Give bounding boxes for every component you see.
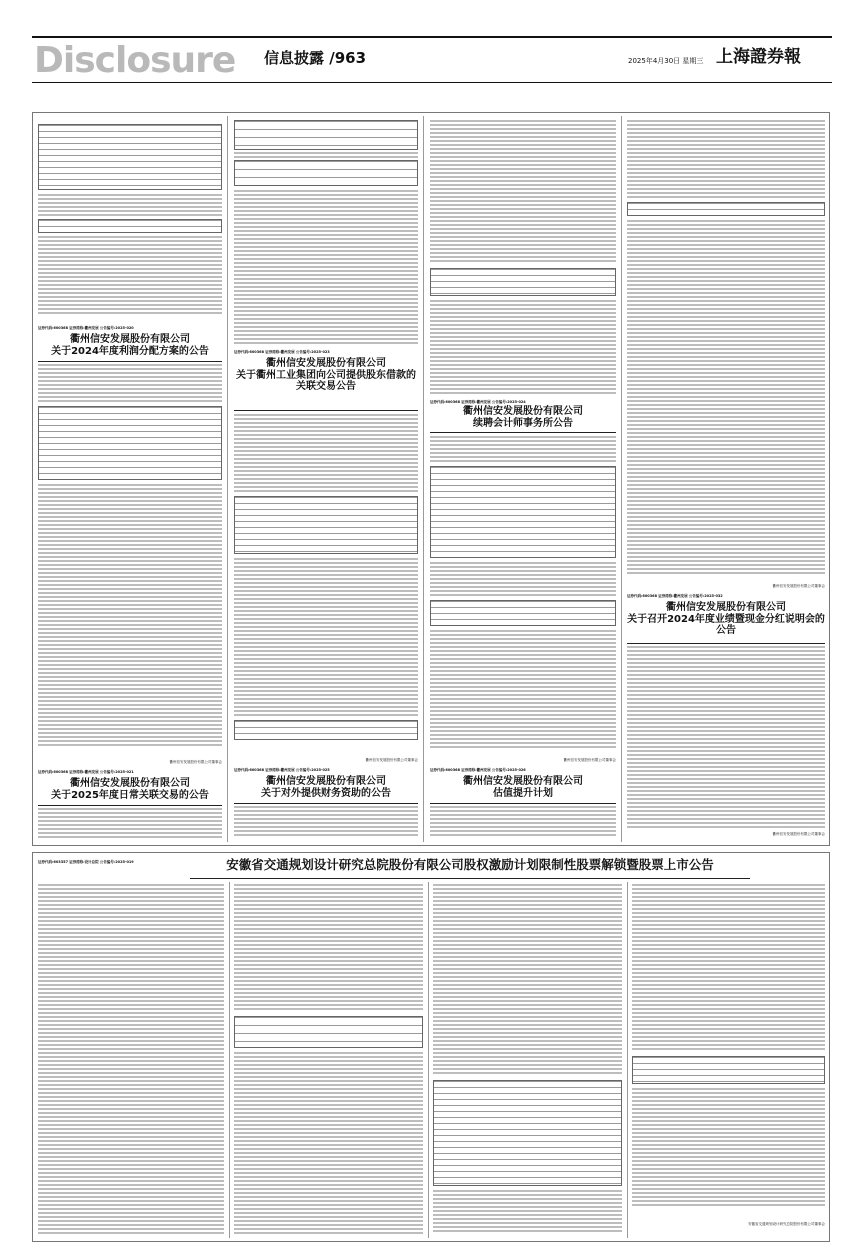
body-text [234,414,418,494]
body-text [234,884,423,1012]
data-table [430,268,616,296]
masthead: 上海證券報 [716,47,801,67]
company-name: 衢州信安发展股份有限公司 [666,602,786,613]
announcement-title [234,776,418,799]
announcement-title [430,776,616,799]
signature: 衢州信安发展股份有限公司董事会 [365,758,418,762]
header-bottom-rule [32,82,832,83]
announcement-title [627,602,825,637]
body-text [632,884,825,1052]
column-divider [627,882,628,1238]
body-text [627,646,825,830]
announcement-code: 证券代码:600368 证券简称:衢州发展 公告编号:2025-023 [234,350,330,354]
data-table [234,120,418,150]
header-top-rule [32,36,832,38]
company-name: 衢州信安发展股份有限公司 [266,776,386,787]
data-table [632,1056,825,1084]
announcement-code: 证券代码:600368 证券简称:衢州发展 公告编号:2025-020 [38,326,134,330]
announcement-code: 证券代码:603357 证券简称:设计总院 公告编号:2025-019 [38,860,134,864]
data-table [38,124,222,190]
body-text [430,436,616,464]
data-table [234,1016,423,1048]
title-rule [190,878,750,879]
announcement-code: 证券代码:600368 证券简称:衢州发展 公告编号:2025-026 [430,768,526,772]
title-rule [430,803,616,804]
column-divider [229,882,230,1238]
announcement-code: 证券代码:600368 证券简称:衢州发展 公告编号:2025-032 [627,594,723,598]
body-text [627,220,825,576]
announcement-title [38,334,222,357]
title-rule [234,410,418,411]
data-table [627,202,825,216]
body-text [234,806,418,838]
title-text: 估值提升计划 [493,787,553,799]
title-rule [38,805,222,806]
body-text [430,806,616,838]
body-text [38,884,224,1236]
data-table [433,1080,622,1186]
signature: 衢州信安发展股份有限公司董事会 [169,760,222,764]
announcement-title: 安徽省交通规划设计研究总院股份有限公司股权激励计划限制性股票解锁暨股票上市公告 [226,857,714,872]
body-text [430,562,616,598]
body-text [433,884,622,1076]
title-text: 关于2024年度利润分配方案的公告 [51,345,209,357]
body-text [433,1190,622,1234]
body-text [38,194,222,218]
title-rule [627,643,825,644]
data-table [430,466,616,558]
body-text [234,1052,423,1236]
column-divider [428,882,429,1238]
title-text: 关于2025年度日常关联交易的公告 [51,789,209,801]
title-text: 关于对外提供财务资助的公告 [261,787,391,799]
title-text: 续聘会计师事务所公告 [473,417,573,429]
column-divider [423,116,424,842]
signature: 衢州信安发展股份有限公司董事会 [772,832,825,836]
section-title: 信息披露 /963 [264,49,367,67]
signature: 衢州信安发展股份有限公司董事会 [563,758,616,762]
body-text [38,236,222,316]
data-table [234,720,418,740]
signature: 衢州信安发展股份有限公司董事会 [772,584,825,588]
body-text [234,190,418,346]
body-text [234,152,418,160]
data-table [38,406,222,480]
announcement-code: 证券代码:600368 证券简称:衢州发展 公告编号:2025-021 [38,770,134,774]
title-text: 关于召开2024年度业绩暨现金分红说明会的公告 [627,613,825,636]
brand-logo: Disclosure [34,40,236,81]
announcement-title [430,406,616,429]
body-text [430,120,616,264]
data-table [234,160,418,186]
announcement-code: 证券代码:600368 证券简称:衢州发展 公告编号:2025-024 [430,400,526,404]
data-table [38,219,222,233]
company-name: 衢州信安发展股份有限公司 [266,358,386,369]
data-table [430,600,616,626]
body-text [38,364,222,404]
title-text: 关于衢州工业集团向公司提供股东借款的关联交易公告 [236,369,416,392]
title-rule [430,432,616,433]
company-name: 衢州信安发展股份有限公司 [463,406,583,417]
company-name: 衢州信安发展股份有限公司 [463,776,583,787]
data-table [234,496,418,554]
dateline: 2025年4月30日 星期三 [628,57,704,65]
title-rule [38,361,222,362]
body-text [430,300,616,396]
title-rule [234,803,418,804]
body-text [234,558,418,718]
company-name: 衢州信安发展股份有限公司 [70,334,190,345]
page-header [32,36,832,88]
body-text [430,630,616,750]
body-text [38,484,222,748]
body-text [38,808,222,840]
announcement-title [38,778,222,801]
company-name: 衢州信安发展股份有限公司 [70,778,190,789]
announcement-code: 证券代码:600368 证券简称:衢州发展 公告编号:2025-025 [234,768,330,772]
body-text [632,1088,825,1208]
body-text [627,120,825,200]
column-divider [621,116,622,842]
column-divider [227,116,228,842]
signature: 安徽省交通规划设计研究总院股份有限公司董事会 [748,1222,825,1226]
announcement-title [234,358,418,393]
